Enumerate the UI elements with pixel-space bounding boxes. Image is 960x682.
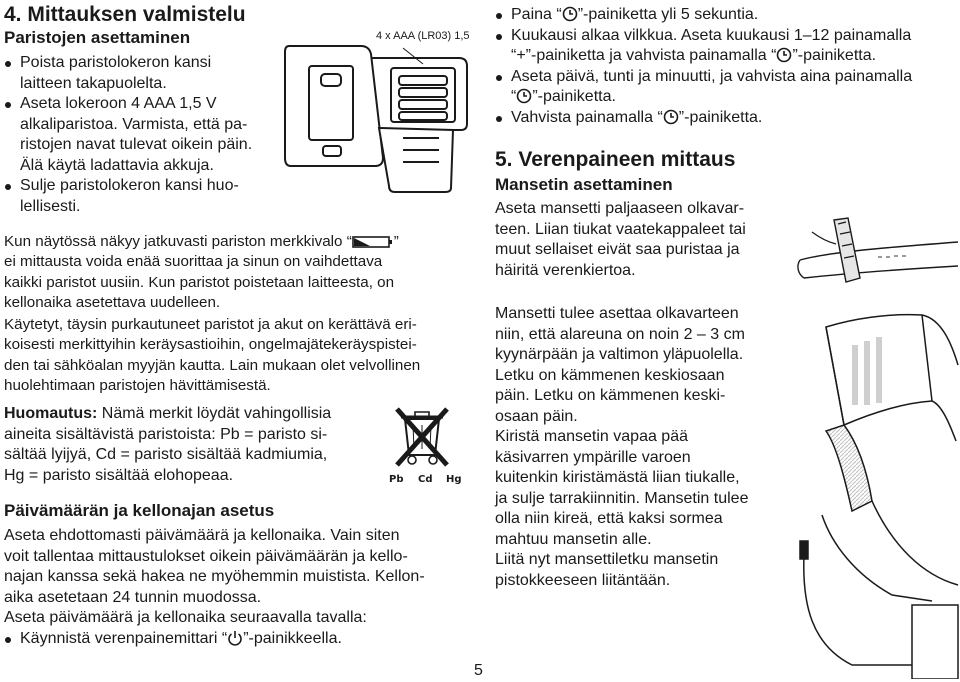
date-step-2: Kuukausi alkaa vilkkua. Aseta kuukausi 1–12 painamalla “+”-painiketta ja vahvista painamalla “ ”-painiketta. xyxy=(495,26,955,67)
power-on-step: Käynnistä verenpainemittari “ ”-painikkeella. xyxy=(4,629,474,650)
date-time-heading: Päivämäärän ja kellonajan asetus xyxy=(4,501,275,520)
date-time-steps xyxy=(495,5,955,128)
date-step-4: Vahvista painamalla “ ”-painiketta. xyxy=(495,108,955,129)
clock-icon xyxy=(663,109,679,125)
battery-caption: 4 x AAA (LR03) 1,5 xyxy=(376,30,470,42)
clock-icon xyxy=(516,88,532,104)
battery-low-paragraph: Kun näytössä näkyy jatkuvasti pariston merkkivalo “ ” ei mittausta voida enää suorittaa ja sinun on vaihdettava kaikki paristot uusiin. Kun paristot poistetaan laitteesta, on kellonaika asetettava uudelleen. xyxy=(4,233,399,311)
battery-insert-heading: Paristojen asettaminen xyxy=(4,28,191,47)
clock-icon xyxy=(562,6,578,22)
cuff-and-device-illustration xyxy=(792,305,960,679)
power-icon xyxy=(227,630,243,646)
symbol-pb: Pb xyxy=(389,474,404,485)
date-step-1: Paina “ ”-painiketta yli 5 sekuntia. xyxy=(495,5,955,26)
battery-step-1: Poista paristolokeron kansi laitteen takapuolelta. xyxy=(4,53,284,94)
note-label: Huomautus: xyxy=(4,405,98,422)
clock-icon xyxy=(776,47,792,63)
battery-step-2: Aseta lokeroon 4 AAA 1,5 V alkaliparistoa. Varmista, että pa- ristojen navat tulevat oikein päin. Älä käytä ladattavia akkuja. xyxy=(4,94,284,176)
section-title-measurement: 5. Verenpaineen mittaus xyxy=(495,148,736,171)
battery-insert-steps xyxy=(4,53,284,217)
crossed-out-bin-icon xyxy=(393,403,451,467)
page-number: 5 xyxy=(474,662,483,679)
cuff-heading: Mansetin asettaminen xyxy=(495,175,673,194)
battery-low-icon xyxy=(352,235,394,249)
cuff-paragraph-1: Aseta mansetti paljaaseen olkavar- teen. Liian tiukat vaatekappaleet tai muut sellaiset eivät saa puristaa ja häiritä verenkiertoa. xyxy=(495,200,746,279)
symbol-hg: Hg xyxy=(446,474,462,485)
note-paragraph: Huomautus: Nämä merkit löydät vahingollisia aineita sisältävistä paristoista: Pb = paristo si- sältää lyijyä, Cd = paristo sisältää kadmiumia, Hg = paristo sisältää elohopeaa. xyxy=(4,405,332,484)
symbol-cd: Cd xyxy=(418,474,433,485)
battery-step-3: Sulje paristolokeron kansi huo- lellisesti. xyxy=(4,176,284,217)
cuff-paragraph-2: Mansetti tulee asettaa olkavarteen niin, että alareuna on noin 2 – 3 cm kyynärpään ja valtimon yläpuolella. Letku on kämmenen keskiosaan päin. Letku on kämmenen keski- osaan päin. Kiristä mansetin vapaa pää käsivarren ympärille varoen kuitenkin kiristämästä liian tiukalle, ja sulje tarrakiinnitin. Mansetin tulee olla niin kireä, että kaksi sormea mahtuu mansetin alle. Liitä nyt mansettiletku mansetin pistokkeeseen liitäntään. xyxy=(495,305,749,589)
date-time-paragraph: Aseta ehdottomasti päivämäärä ja kellonaika. Vain siten voit tallentaa mittaustulokset oikein päivämäärän ja kello- najan kanssa sekä hakea ne myöhemmin muistista. Kellon- aika asetetaan 24 tunnin muodossa. Aseta päivämäärä ja kellonaika seuraavalla tavalla: Käynnistä verenpainemittari “ ”-painikkeella. xyxy=(4,526,474,649)
section-title-preparation: 4. Mittauksen valmistelu xyxy=(4,3,246,26)
battery-compartment-illustration xyxy=(283,38,473,194)
arm-with-cuff-illustration xyxy=(790,212,960,292)
battery-disposal-paragraph: Käytetyt, täysin purkautuneet paristot ja akut on kerättävä eri- koisesti merkittyihin keräysastioihin, ongelmajätekeräyspistei- den tai sähköalan myyjän kautta. Lain mukaan olet velvollinen huolehtimaan paristojen hävittämisestä. xyxy=(4,316,421,394)
date-step-3: Aseta päivä, tunti ja minuutti, ja vahvista aina painamalla “ ”-painiketta. xyxy=(495,67,955,108)
